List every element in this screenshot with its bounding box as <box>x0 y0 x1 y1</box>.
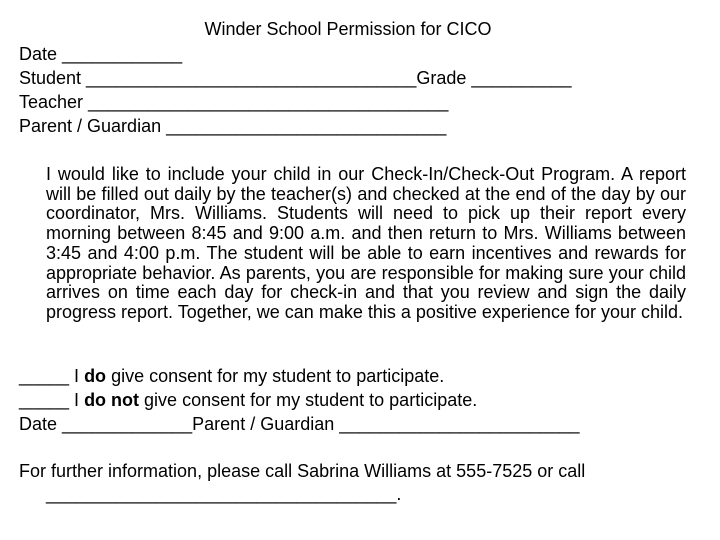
contact-blank-line: ___________________________________. <box>46 484 402 504</box>
signature-date-line: Date _____________Parent / Guardian ________________________ <box>19 414 580 434</box>
student-grade-field: Student _________________________________Grade __________ <box>19 68 572 88</box>
form-title: Winder School Permission for CICO <box>204 19 492 39</box>
consent-give-prefix: _____ I <box>19 366 85 386</box>
consent-deny-emphasis: do not <box>84 390 140 410</box>
parent-guardian-field: Parent / Guardian ____________________________ <box>19 116 447 136</box>
consent-give-text: give consent for my student to participate. <box>106 366 445 386</box>
consent-deny-line <box>19 390 477 411</box>
consent-deny-text: give consent for my student to participate. <box>139 390 478 410</box>
consent-give-emphasis: do <box>84 366 107 386</box>
teacher-field: Teacher ____________________________________ <box>19 92 449 112</box>
date-field: Date ____________ <box>19 44 183 64</box>
consent-deny-prefix: _____ I <box>19 390 85 410</box>
program-description: I would like to include your child in our Check-In/Check-Out Program. A report will be filled out daily by the teacher(s) and checked at the end of the day by our coordinator, Mrs. Williams. Students will need to pick up their report every morning between 8:45 and 9:00 a.m. and then return to Mrs. Williams between 3:45 and 4:00 p.m. The student will be able to earn incentives and rewards for appropriate behavior. As parents, you are responsible for making sure your child arrives on time each day for check-in and that you review and sign the daily progress report. Together, we can make this a positive experience for your child. <box>46 164 686 322</box>
consent-give-line <box>19 366 444 387</box>
contact-info: For further information, please call Sabrina Williams at 555-7525 or call <box>19 461 586 481</box>
